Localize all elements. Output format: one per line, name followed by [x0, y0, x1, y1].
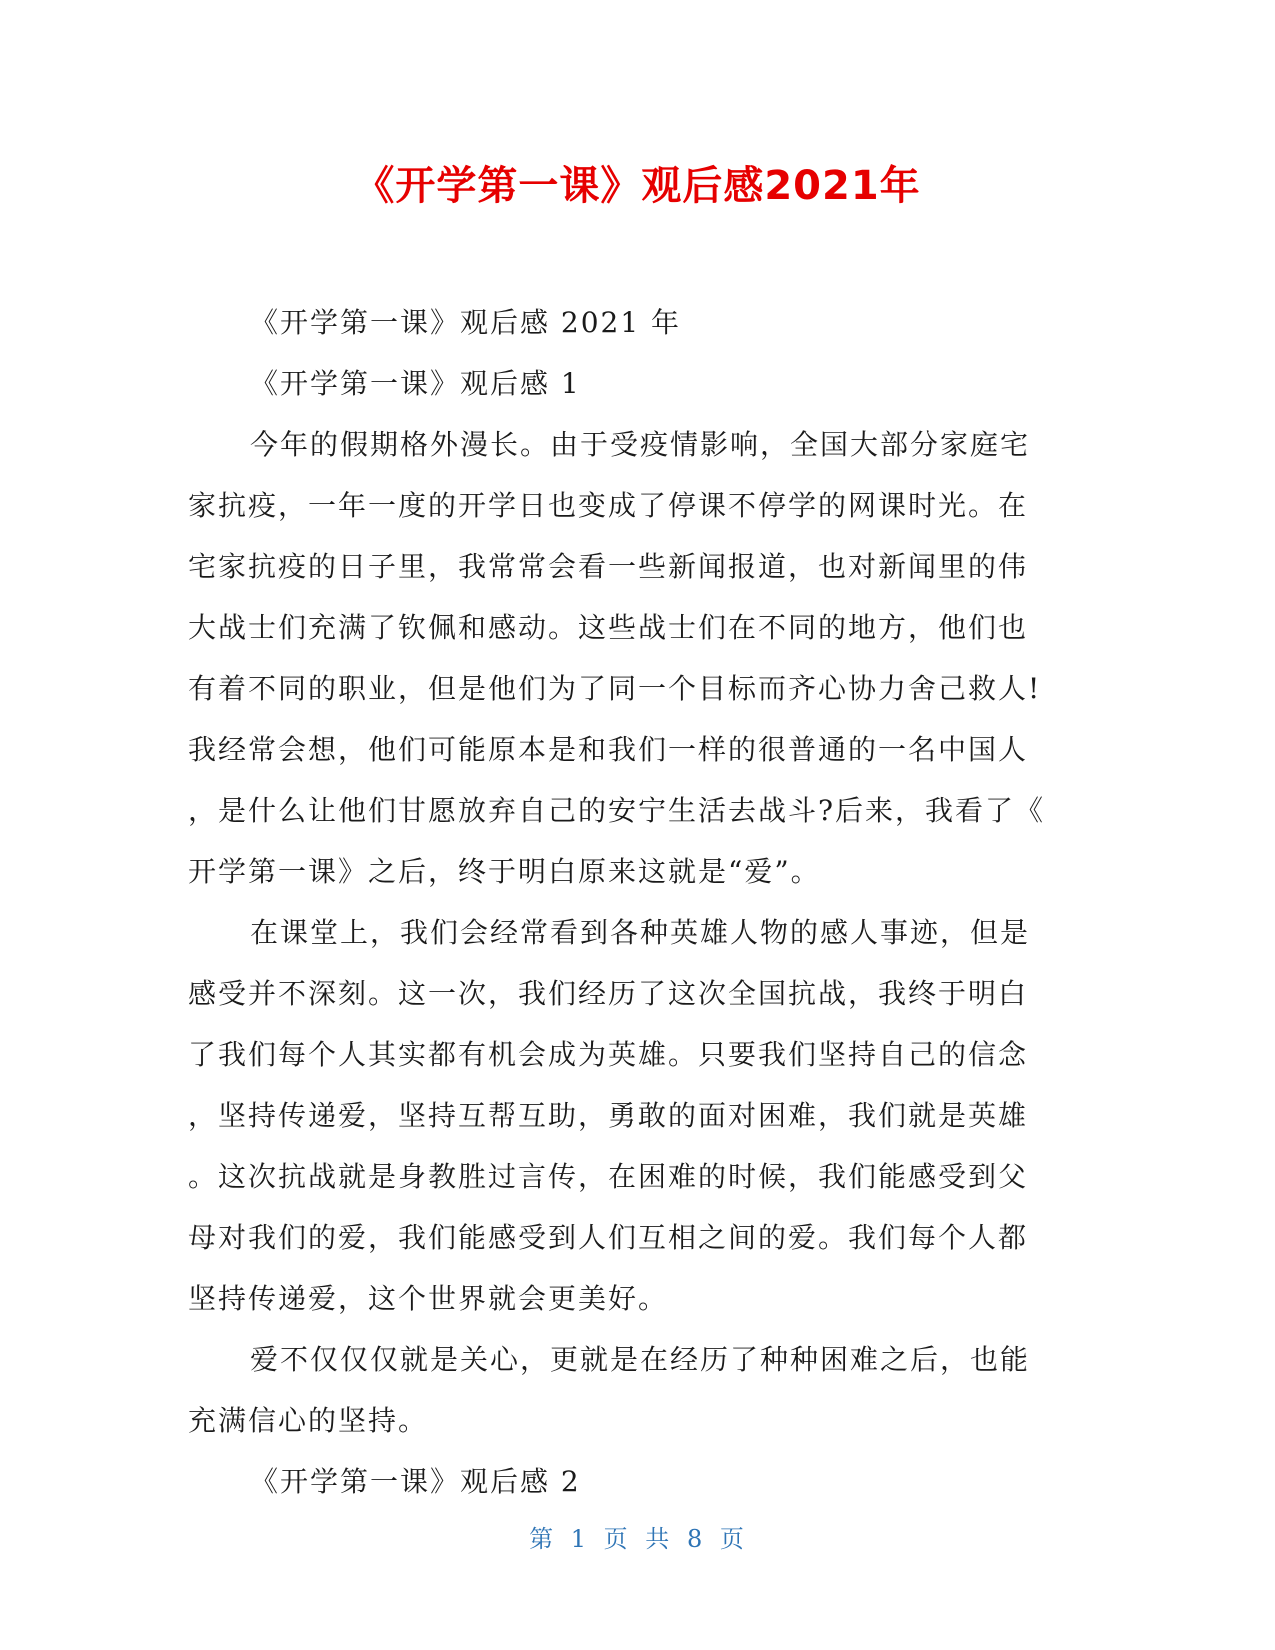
- page-footer: 第 1 页 共 8 页: [529, 1525, 746, 1553]
- paragraph-3-line-1: 爱不仅仅仅就是关心，更就是在经历了种种困难之后，也能: [250, 1343, 1031, 1376]
- paragraph-1-line-5: 有着不同的职业，但是他们为了同一个目标而齐心协力舍己救人!: [188, 672, 1042, 705]
- paragraph-1-line-8: 开学第一课》之后，终于明白原来这就是“爱”。: [188, 855, 821, 888]
- paragraph-2-line-2: 感受并不深刻。这一次，我们经历了这次全国抗战，我终于明白: [188, 977, 1029, 1010]
- section-heading-1: 《开学第一课》观后感 1: [250, 367, 581, 400]
- paragraph-2-line-3: 了我们每个人其实都有机会成为英雄。只要我们坚持自己的信念: [188, 1038, 1029, 1071]
- document-title: 《开学第一课》观后感2021年: [354, 163, 921, 209]
- section-heading-2: 《开学第一课》观后感 2: [250, 1465, 581, 1498]
- paragraph-1-line-6: 我经常会想，他们可能原本是和我们一样的很普通的一名中国人: [188, 733, 1029, 766]
- paragraph-2-line-4: ，坚持传递爱，坚持互帮互助，勇敢的面对困难，我们就是英雄: [188, 1099, 1029, 1132]
- paragraph-1-line-3: 宅家抗疫的日子里，我常常会看一些新闻报道，也对新闻里的伟: [188, 550, 1029, 583]
- paragraph-3-line-2: 充满信心的坚持。: [188, 1404, 429, 1437]
- paragraph-1-line-1: 今年的假期格外漫长。由于受疫情影响，全国大部分家庭宅: [250, 428, 1031, 461]
- paragraph-1-line-4: 大战士们充满了钦佩和感动。这些战士们在不同的地方，他们也: [188, 611, 1029, 644]
- paragraph-2-line-6: 母对我们的爱，我们能感受到人们互相之间的爱。我们每个人都: [188, 1221, 1029, 1254]
- paragraph-1-line-7: ，是什么让他们甘愿放弃自己的安宁生活去战斗?后来，我看了《: [188, 794, 1046, 827]
- paragraph-2-line-1: 在课堂上，我们会经常看到各种英雄人物的感人事迹，但是: [250, 916, 1031, 949]
- subtitle-line: 《开学第一课》观后感 2021 年: [250, 306, 682, 339]
- paragraph-2-line-7: 坚持传递爱，这个世界就会更美好。: [188, 1282, 669, 1315]
- document-body: [188, 292, 1070, 1512]
- paragraph-1-line-2: 家抗疫，一年一度的开学日也变成了停课不停学的网课时光。在: [188, 489, 1029, 522]
- paragraph-2-line-5: 。这次抗战就是身教胜过言传，在困难的时候，我们能感受到父: [188, 1160, 1029, 1193]
